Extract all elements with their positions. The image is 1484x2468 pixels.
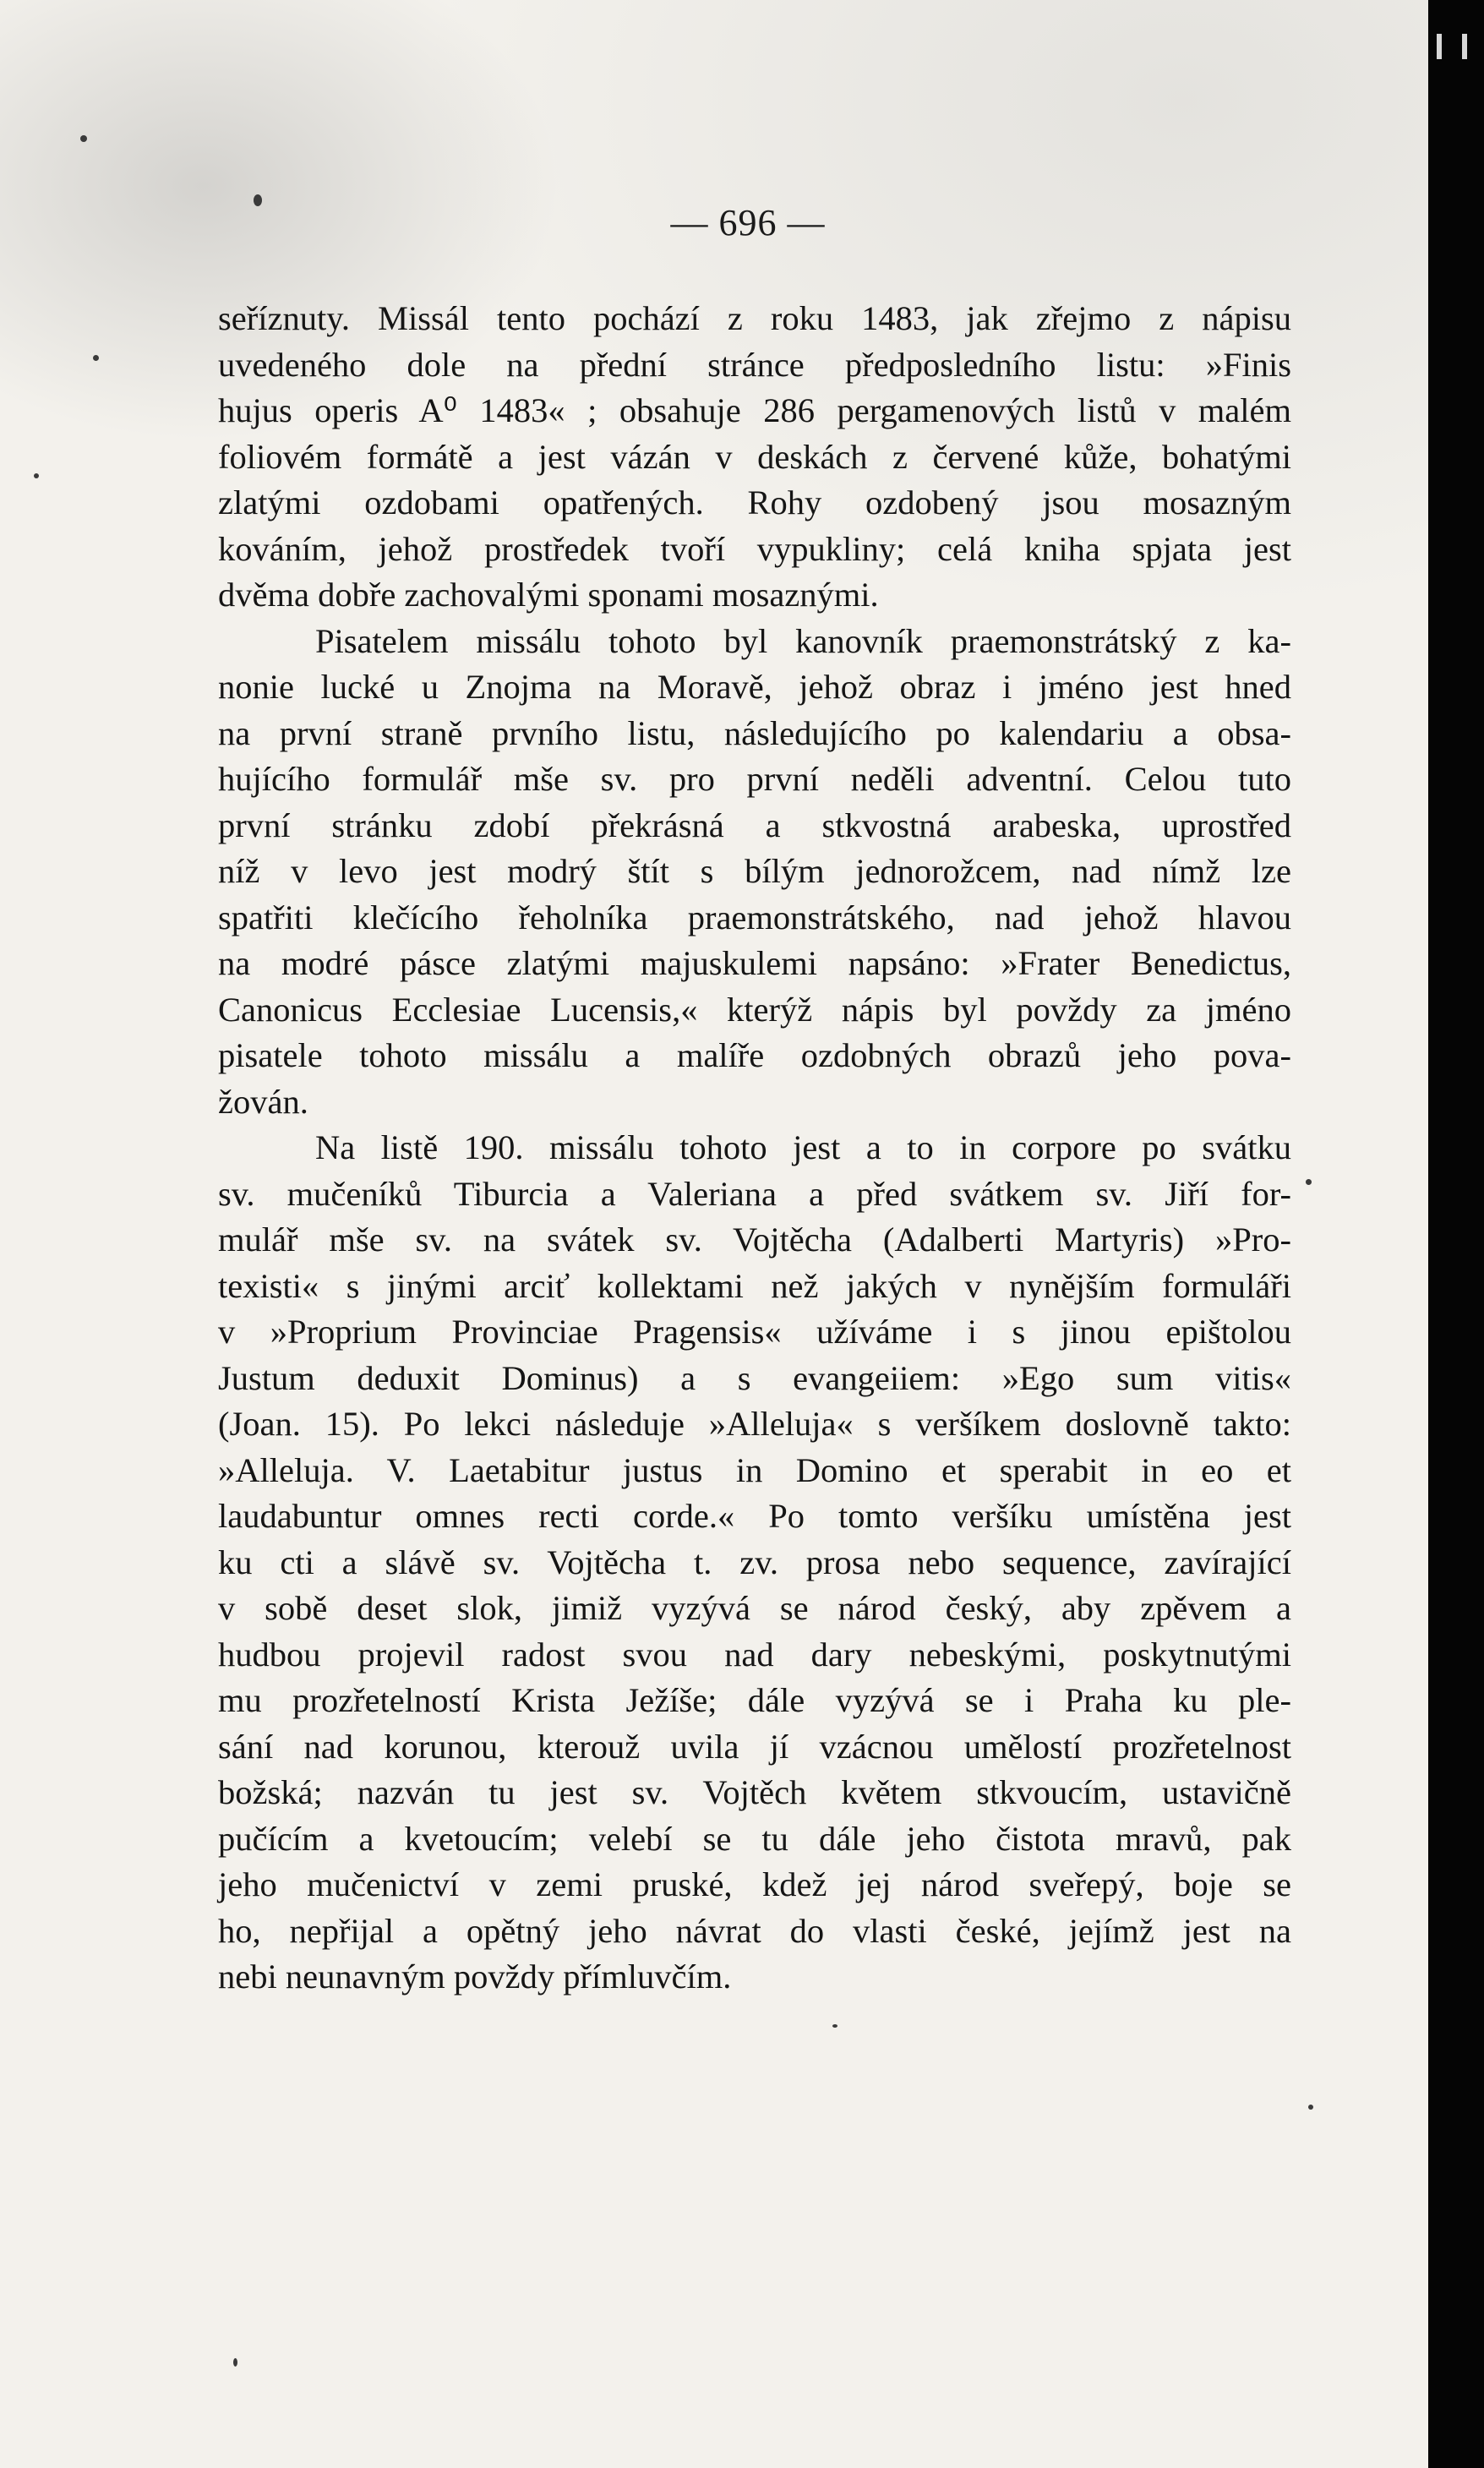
- scan-speck: [254, 194, 262, 206]
- text-line: mulář mše sv. na svátek sv. Vojtěcha (Adalberti Martyris) »Pro-: [218, 1220, 1291, 1259]
- text-line: mu prozřetelností Krista Ježíše; dále vyzývá se i Praha ku ple-: [218, 1681, 1291, 1719]
- text-line: laudabuntur omnes recti corde.« Po tomto veršíku umístěna jest: [218, 1497, 1291, 1535]
- paragraph-2: [218, 619, 1291, 1126]
- text-line: hudbou projevil radost svou nad dary nebeskými, poskytnutými: [218, 1635, 1291, 1674]
- text-line: Canonicus Ecclesiae Lucensis,« kterýž nápis byl povždy za jméno: [218, 990, 1291, 1029]
- text-line: na první straně prvního listu, následujícího po kalendariu a obsa-: [218, 713, 1291, 752]
- scan-edge: [1428, 0, 1484, 2468]
- text-line: ku cti a slávě sv. Vojtěcha t. zv. prosa nebo sequence, zavírající: [218, 1542, 1291, 1581]
- text-line: jeho mučenictví v zemi pruské, kdež jej národ sveřepý, boje se: [218, 1865, 1291, 1903]
- body-text: [218, 296, 1291, 2001]
- edge-mark: [1462, 34, 1467, 59]
- text-line: uvedeného dole na přední stránce předposledního listu: »Finis: [218, 345, 1291, 384]
- text-line: Justum deduxit Dominus) a s evangeiiem: »Ego sum vitis«: [218, 1358, 1291, 1397]
- text-line: »Alleluja. V. Laetabitur justus in Domino et sperabit in eo et: [218, 1450, 1291, 1489]
- text-line: níž v levo jest modrý štít s bílým jednorožcem, nad nímž lze: [218, 852, 1291, 890]
- text-line: nebi neunavným povždy přímluvčím.: [218, 1957, 732, 1996]
- scan-speck: [1306, 1179, 1312, 1185]
- text-line: první stránku zdobí překrásná a stkvostná arabeska, uprostřed: [218, 805, 1291, 844]
- text-line: (Joan. 15). Po lekci následuje »Alleluja« s veršíkem doslovně takto:: [218, 1405, 1291, 1443]
- scan-speck: [34, 473, 39, 478]
- text-line: božská; nazván tu jest sv. Vojtěch květem stkvoucím, ustavičně: [218, 1773, 1291, 1811]
- paragraph-3: [218, 1125, 1291, 2001]
- text-line: foliovém formátě a jest vázán v deskách z červené kůže, bohatými: [218, 437, 1291, 476]
- scan-speck: [93, 355, 99, 361]
- text-line: nonie lucké u Znojma na Moravě, jehož obraz i jméno jest hned: [218, 668, 1291, 706]
- text-line: kováním, jehož prostředek tvoří vypukliny; celá kniha spjata jest: [218, 529, 1291, 568]
- text-line: pučícím a kvetoucím; velebí se tu dále jeho čistota mravů, pak: [218, 1819, 1291, 1858]
- text-line: Pisatelem missálu tohoto byl kanovník praemonstrátský z ka-: [315, 621, 1291, 660]
- text-line: na modré pásce zlatými majuskulemi napsáno: »Frater Benedictus,: [218, 944, 1291, 982]
- text-line: dvěma dobře zachovalými sponami mosaznými.: [218, 576, 879, 614]
- page-number: — 696 —: [670, 202, 826, 243]
- scan-speck: [832, 2024, 837, 2028]
- text-line: v sobě deset slok, jimiž vyzývá se národ český, aby zpěvem a: [218, 1589, 1291, 1627]
- text-line: ho, nepřijal a opětný jeho návrat do vlasti české, jejímž jest na: [218, 1911, 1291, 1950]
- text-line: pisatele tohoto missálu a malíře ozdobných obrazů jeho pova-: [218, 1036, 1291, 1074]
- scan-speck: [233, 2358, 237, 2367]
- text-line: spatřiti klečícího řeholníka praemonstrátského, nad jehož hlavou: [218, 898, 1291, 936]
- edge-mark: [1437, 34, 1442, 59]
- text-line: hujícího formulář mše sv. pro první neděli adventní. Celou tuto: [218, 760, 1291, 798]
- text-line: sání nad korunou, kterouž uvila jí vzácnou umělostí prozřetelnost: [218, 1727, 1291, 1766]
- text-line: hujus operis A⁰ 1483« ; obsahuje 286 pergamenových listů v malém: [218, 391, 1291, 429]
- text-line: v »Proprium Provinciae Pragensis« užíváme i s jinou epištolou: [218, 1313, 1291, 1351]
- text-line: texisti« s jinými arciť kollektami než jakých v nynějším formuláři: [218, 1266, 1291, 1305]
- scan-speck: [80, 135, 87, 142]
- text-line: seříznuty. Missál tento pochází z roku 1483, jak zřejmo z nápisu: [218, 299, 1291, 337]
- text-line: zlatými ozdobami opatřených. Rohy ozdobený jsou mosazným: [218, 483, 1291, 521]
- text-line: sv. mučeníků Tiburcia a Valeriana a před svátkem sv. Jiří for-: [218, 1174, 1291, 1213]
- text-line: Na listě 190. missálu tohoto jest a to in corpore po svátku: [315, 1128, 1291, 1166]
- scan-speck: [1308, 2105, 1313, 2110]
- paragraph-1: [218, 296, 1291, 619]
- text-line: žován.: [218, 1082, 308, 1121]
